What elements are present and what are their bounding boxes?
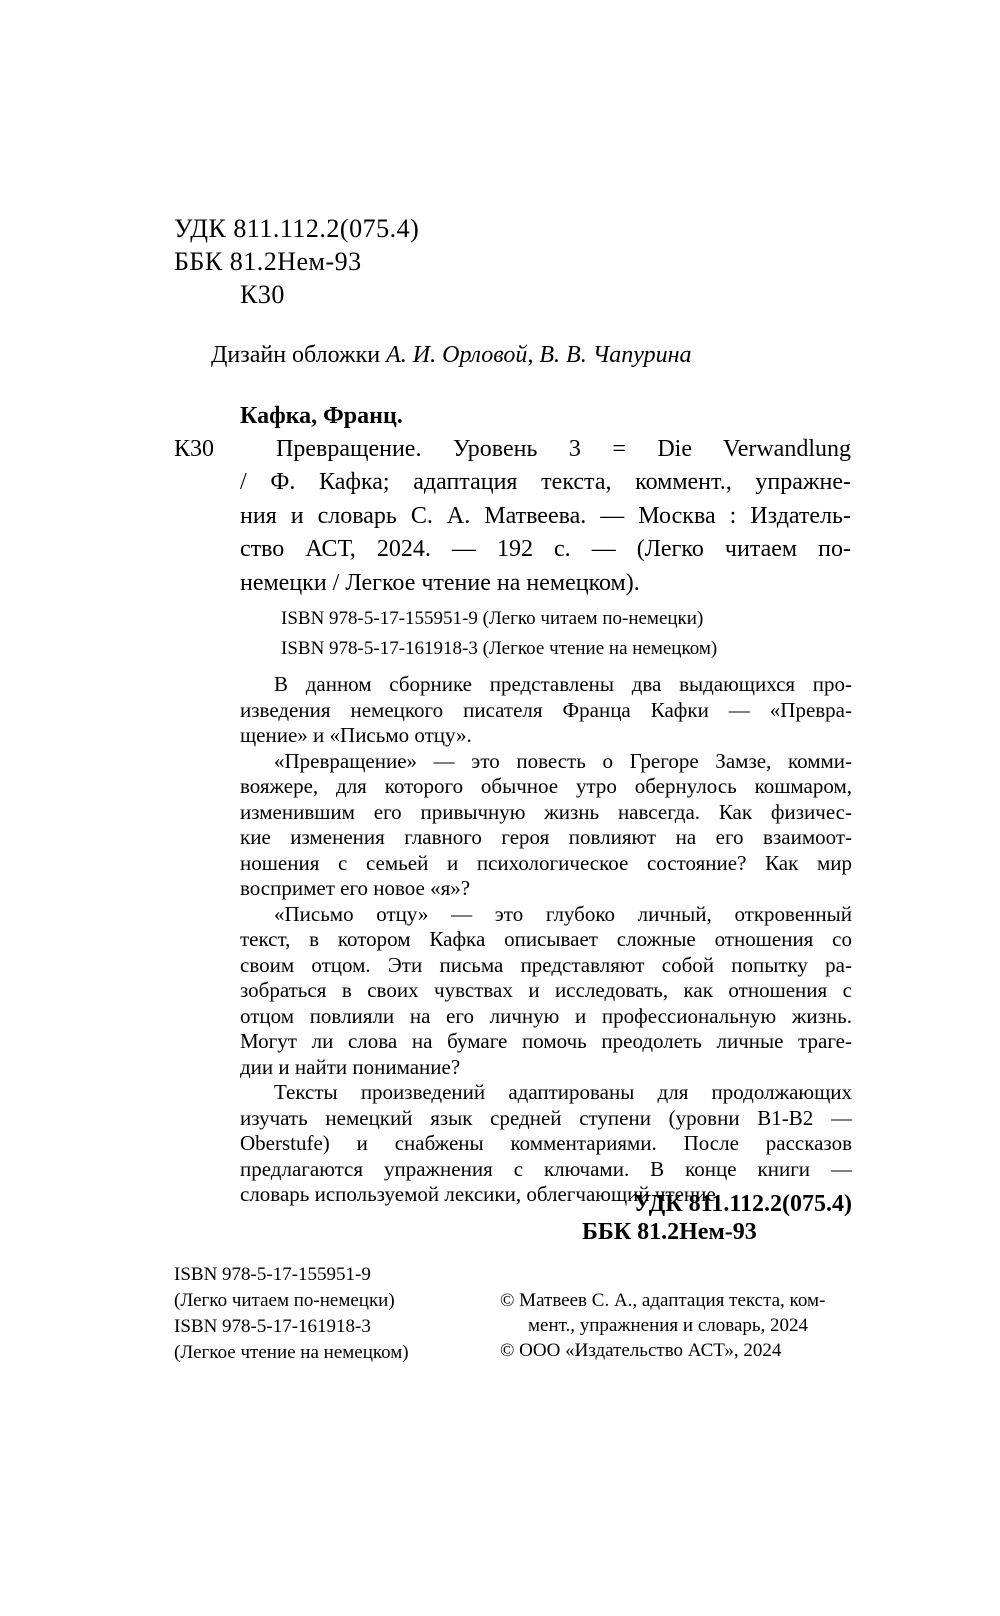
entry-description-cont [240,466,851,600]
bbk-bottom: ББК 81.2Нем-93 [582,1219,757,1245]
udk-bottom: УДК 811.112.2(075.4) [633,1191,852,1217]
udk-top: УДК 811.112.2(075.4) [174,214,420,243]
isbn-bottom-2-series: (Легкое чтение на немецком) [174,1342,409,1363]
annotation-line: дии и найти понимание? [240,1054,461,1079]
annotation-line: изучать немецкий язык средней ступени (уровни B1-B2 — [240,1105,852,1130]
entry-line: Превращение. Уровень 3 = Die Verwandlung [276,436,851,462]
author-mark-top: К30 [240,280,285,309]
annotation-line: В данном сборнике представлены два выдающихся про- [274,672,852,696]
annotation-line: зобраться в своих чувствах и исследовать, как отношения с [240,978,852,1002]
annotation-line: изменившим его привычную жизнь навсегда. Как физичес- [240,799,852,824]
annotation-line: отцом повлияли на его личную и профессиональную жизнь. [240,1003,852,1028]
annotation-line: воспримет его новое «я»? [240,876,471,900]
annotation-line: предлагаются упражнения с ключами. В конце книги — [240,1156,852,1181]
annotation-line: Тексты произведений адаптированы для продолжающих [274,1080,852,1104]
author-name: Кафка, Франц. [240,403,403,429]
isbn-bottom-1-series: (Легко читаем по-немецки) [174,1290,395,1311]
annotation-line: словарь используемой лексики, облегчающий чтение. [240,1182,721,1206]
author-heading [240,400,403,434]
entry-line: немецки / Легкое чтение на немецком). [240,569,640,596]
annotation-line: Oberstufe) и снабжены комментариями. После рассказов [240,1131,852,1155]
annotation-line: щение» и «Письмо отцу». [240,723,472,747]
annotation-line: ношения с семьей и психологическое состояние? Как мир [240,850,852,875]
design-credit-names: А. И. Орловой, В. В. Чапурина [386,342,692,368]
annotation-line: Могут ли слова на бумаге помочь преодолеть личные траге- [240,1029,852,1053]
annotation-line: «Письмо отцу» — это глубоко личный, откровенный [274,901,852,926]
cover-design-credit [211,342,692,369]
entry-description [276,433,851,467]
annotation [240,672,852,1208]
entry-line: / Ф. Кафка; адаптация текста, коммент., упражне- [240,469,851,495]
annotation-line: своим отцом. Эти письма представляют собой попытку ра- [240,952,852,977]
copyright-line-2: мент., упражнения и словарь, 2024 [528,1315,809,1336]
annotation-line: кие изменения главного героя повлияют на его взаимоот- [240,825,852,849]
isbn-bottom-1: ISBN 978-5-17-155951-9 [174,1264,371,1285]
design-credit-prefix: Дизайн обложки [211,342,381,368]
entry-line: ния и словарь С. А. Матвеева. — Москва : Издатель- [240,502,851,529]
bbk-top: ББК 81.2Нем-93 [174,247,362,276]
entry-line: ство АСТ, 2024. — 192 с. — (Легко читаем по- [240,536,851,562]
isbn-bottom-2: ISBN 978-5-17-161918-3 [174,1316,371,1337]
isbn-entry-2: ISBN 978-5-17-161918-3 (Легкое чтение на немецком) [281,638,718,659]
annotation-line: изведения немецкого писателя Франца Кафки — «Превра- [240,697,852,722]
entry-mark: К30 [174,436,215,462]
annotation-line: «Превращение» — это повесть о Грегоре Замзе, комми- [274,748,852,773]
isbn-entry-1: ISBN 978-5-17-155951-9 (Легко читаем по-немецки) [281,608,704,629]
copyright-line-1: © Матвеев С. А., адаптация текста, ком- [500,1290,826,1311]
copyright-line-3: © ООО «Издательство АСТ», 2024 [500,1340,782,1361]
annotation-line: текст, в котором Кафка описывает сложные отношения со [240,927,852,951]
annotation-line: вояжере, для которого обычное утро обернулось кошмаром, [240,774,852,798]
